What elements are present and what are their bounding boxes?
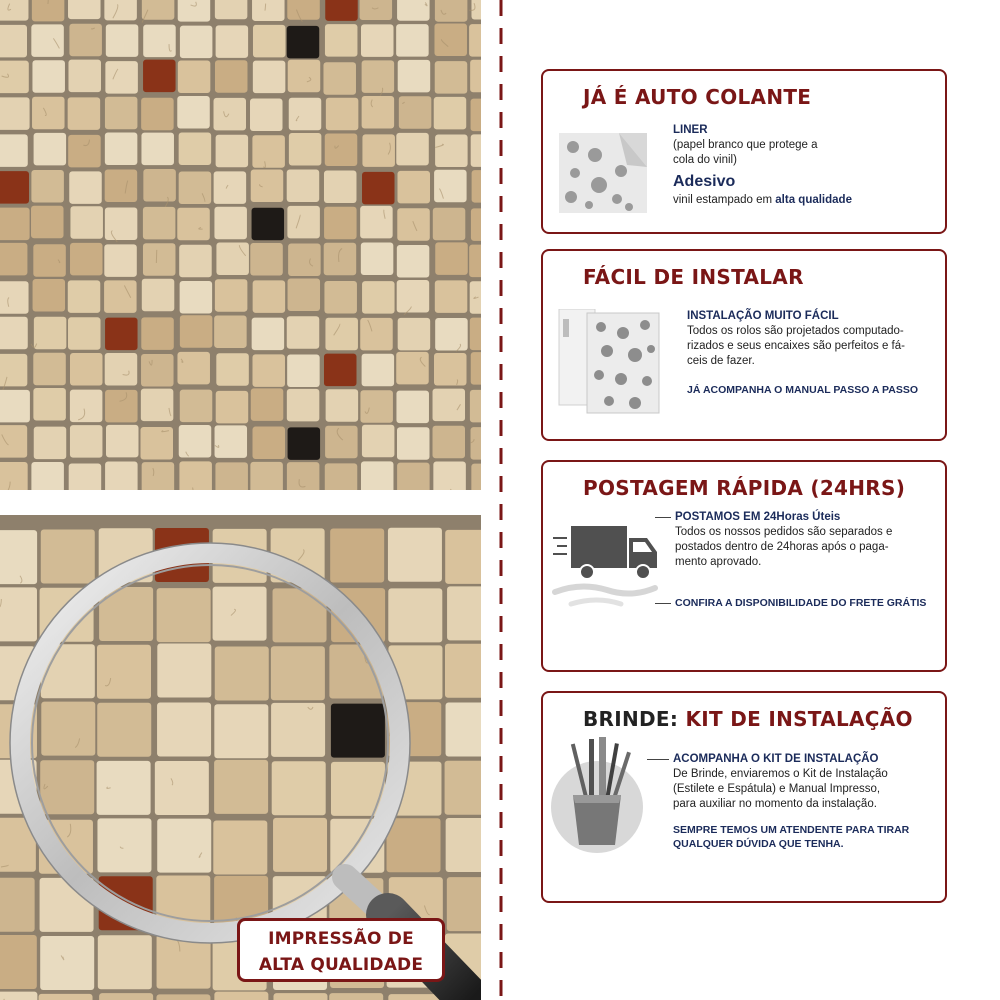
install-heading: INSTALAÇÃO MUITO FÁCIL: [687, 310, 839, 322]
support-note-line1: SEMPRE TEMOS UM ATENDENTE PARA TIRAR: [673, 824, 910, 836]
connector-line: [655, 517, 671, 518]
wallpaper-roll-icon: [557, 309, 669, 419]
postagem-line2: postados dentro de 24horas após o paga-: [675, 541, 889, 553]
tool-cup-icon: [549, 737, 645, 855]
kit-line1: De Brinde, enviaremos o Kit de Instalação: [673, 768, 888, 780]
quality-badge: [237, 918, 445, 982]
liner-desc-line2: cola do vinil): [673, 154, 737, 166]
badge-line1: IMPRESSÃO DE: [268, 929, 414, 949]
install-line2: rizados e seus encaixes são perfeitos e fá-: [687, 340, 905, 352]
adesivo-desc: vinil estampado em alta qualidade: [673, 194, 852, 206]
card-title: BRINDE: KIT DE INSTALAÇÃO: [583, 707, 913, 731]
tile-photo-top: [0, 0, 481, 490]
connector-line: [647, 759, 669, 760]
manual-note: JÁ ACOMPANHA O MANUAL PASSO A PASSO: [687, 384, 919, 396]
frete-note: CONFIRA A DISPONIBILIDADE DO FRETE GRÁTIS: [675, 597, 927, 609]
kit-heading: ACOMPANHA O KIT DE INSTALAÇÃO: [673, 753, 879, 765]
card-auto-colante: [541, 69, 947, 234]
card-title: FÁCIL DE INSTALAR: [583, 265, 804, 289]
card-brinde: [541, 691, 947, 903]
adesivo-label: Adesivo: [673, 173, 736, 190]
liner-label: LINER: [673, 124, 708, 136]
postagem-line1: Todos os nossos pedidos são separados e: [675, 526, 893, 538]
card-facil-instalar: [541, 249, 947, 441]
delivery-truck-icon: [551, 520, 661, 612]
postagem-line3: mento aprovado.: [675, 556, 762, 568]
kit-line2: (Estilete e Espátula) e Manual Impresso,: [673, 783, 881, 795]
card-title: JÁ É AUTO COLANTE: [583, 85, 812, 109]
card-title: POSTAGEM RÁPIDA (24HRS): [583, 476, 906, 500]
connector-line: [655, 603, 671, 604]
dashed-divider: [496, 0, 506, 1000]
badge-line2: ALTA QUALIDADE: [258, 955, 424, 975]
support-note-line2: QUALQUER DÚVIDA QUE TENHA.: [673, 838, 844, 850]
install-line3: ceis de fazer.: [687, 355, 755, 367]
liner-sheet-icon: [559, 133, 651, 215]
liner-desc-line1: (papel branco que protege a: [673, 139, 818, 151]
card-postagem: [541, 460, 947, 672]
mosaic-tile-pattern: [0, 0, 481, 490]
kit-line3: para auxiliar no momento da instalação.: [673, 798, 877, 810]
postagem-heading: POSTAMOS EM 24Horas Úteis: [675, 511, 841, 523]
install-line1: Todos os rolos são projetados computado-: [687, 325, 904, 337]
